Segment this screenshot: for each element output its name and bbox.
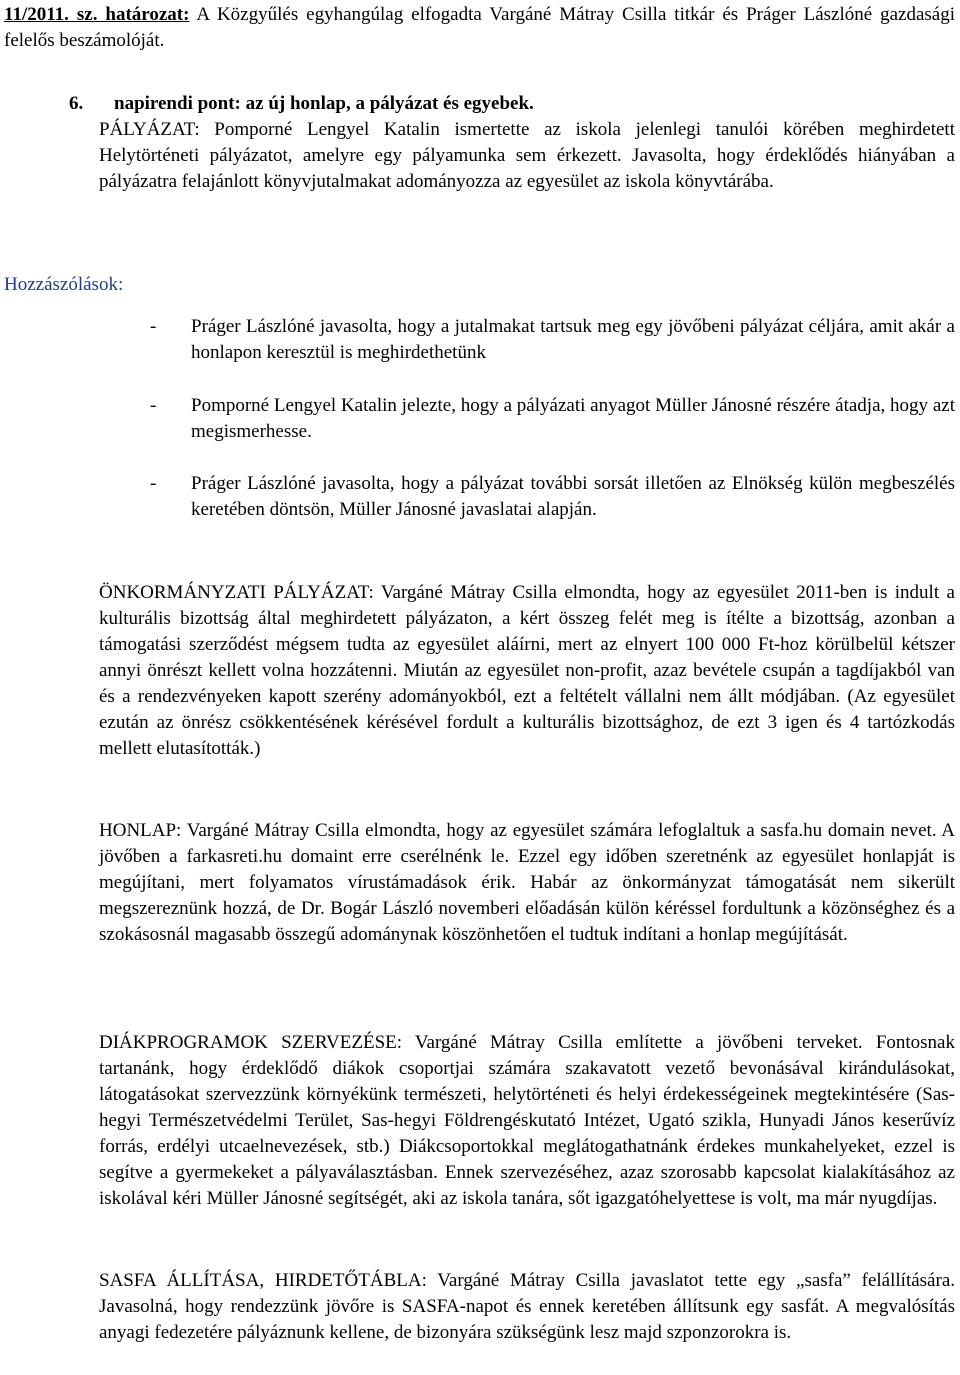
onkormanyzati-paragraph: ÖNKORMÁNYZATI PÁLYÁZAT: Vargáné Mátray Csilla elmondta, hogy az egyesület 2011-ben is indult a kulturális bizottság által meghirdetett pályázaton, a kért összeg felét meg is ítélte a bizottság, azonban a támogatási szerződést mégsem tudta az egyesület aláírni, mert az elnyert 100 000 Ft-hoz körülbelül kétszer annyi önrészt kellett volna hozzátenni. Miután az egyesület non-profit, azaz bevétele csupán a tagdíjakból van és a rendezvényeken kapott szerény adományokból, ezt a feltételt vállalni nem állt módjában. (Az egyesület ezután az önrész csökkentésének kérésével fordult a kulturális bizottsághoz, de ezt 3 igen és 4 tartózkodás mellett elutasították.) [99,582,955,759]
honlap-paragraph: HONLAP: Vargáné Mátray Csilla elmondta, hogy az egyesület számára lefoglaltuk a sasfa.hu domain nevet. A jövőben a farkasreti.hu domaint erre cserélnénk le. Ezzel egy időben szeretnénk az egyesület honlapját is megújítani, mert folyamatos vírustámadások érik. Habár az önkormányzat támogatását nem sikerült megszereznünk hozzá, de Dr. Bogár László novemberi előadásán külön kéréssel fordultunk a közönséghez és a szokásosnál magasabb összegű adománynak köszönhetően el tudtuk indítani a honlap megújítását. [99,820,955,945]
sasfa-paragraph: SASFA ÁLLÍTÁSA, HIRDETŐTÁBLA: Vargáné Mátray Csilla javaslatot tette egy „sasfa” felállítására. Javasolná, hogy rendezzünk jövőre is SASFA-napot és ennek keretében állítsunk egy sasfát. A megvalósítás anyagi fedezetére pályáznunk kellene, de bizonyára szükségünk lesz majd szponzorokra is. [99,1270,955,1343]
comments-heading: Hozzászólások: [4,274,124,295]
list-dash: - [150,395,157,416]
list-dash: - [150,316,157,337]
comment-text: Práger Lászlóné javasolta, hogy a pályázat további sorsát illetően az Elnökség külön megbeszélés keretében döntsön, Müller Jánosné javaslatai alapján. [191,473,955,520]
agenda-number: 6. [69,93,84,114]
resolution-label: határozat: [105,4,190,25]
comment-text: Pomporné Lengyel Katalin jelezte, hogy a pályázati anyagot Müller Jánosné részére átadja, hogy azt megismerhesse. [191,395,955,442]
comment-text: Práger Lászlóné javasolta, hogy a jutalmakat tartsuk meg egy jövőbeni pályázat céljára, amit akár a honlapon keresztül is meghirdethetünk [191,316,955,363]
resolution-paragraph [4,2,955,54]
resolution-text: A Közgyűlés egyhangúlag elfogadta Vargáné Mátray Csilla titkár és Práger Lászlóné gazdasági felelős beszámolóját. [4,4,956,51]
agenda-item-title [69,91,534,117]
list-dash: - [150,473,157,494]
agenda-title: napirendi pont: az új honlap, a pályázat és egyebek. [114,93,534,114]
palyazat-paragraph: PÁLYÁZAT: Pomporné Lengyel Katalin ismertette az iskola jelenlegi tanulói körében meghirdetett Helytörténeti pályázatot, amelyre egy pályamunka sem érkezett. Javasolta, hogy érdeklődés hiányában a pályázatra felajánlott könyvjutalmakat adományozza az egyesület az iskola könyvtárába. [99,119,955,192]
resolution-id: 11/2011. sz. [4,4,98,25]
diakprogramok-paragraph: DIÁKPROGRAMOK SZERVEZÉSE: Vargáné Mátray Csilla említette a jövőbeni terveket. Fontosnak tartanánk, hogy érdeklődő diákok csoportjai számára szakavatott vezető bevonásával kirándulásokat, látogatásokat szervezzünk környékünk természeti, helytörténeti és helyi érdekességeinek megtekintésére (Sas-hegyi Természetvédelmi Terület, Sas-hegyi Földrengéskutató Intézet, Ugató szikla, Hunyadi János keserűvíz forrás, erdélyi utcaelnevezések, stb.) Diákcsoportokkal meglátogathatnánk érdekes munkahelyeket, ezzel is segítve a gyermekeket a pályaválasztásban. Ennek szervezéséhez, azaz szorosabb kapcsolat kialakításához az iskolával kéri Müller Jánosné segítségét, aki az iskola tanára, sőt igazgatóhelyettese is volt, ma már nyugdíjas. [99,1032,955,1209]
